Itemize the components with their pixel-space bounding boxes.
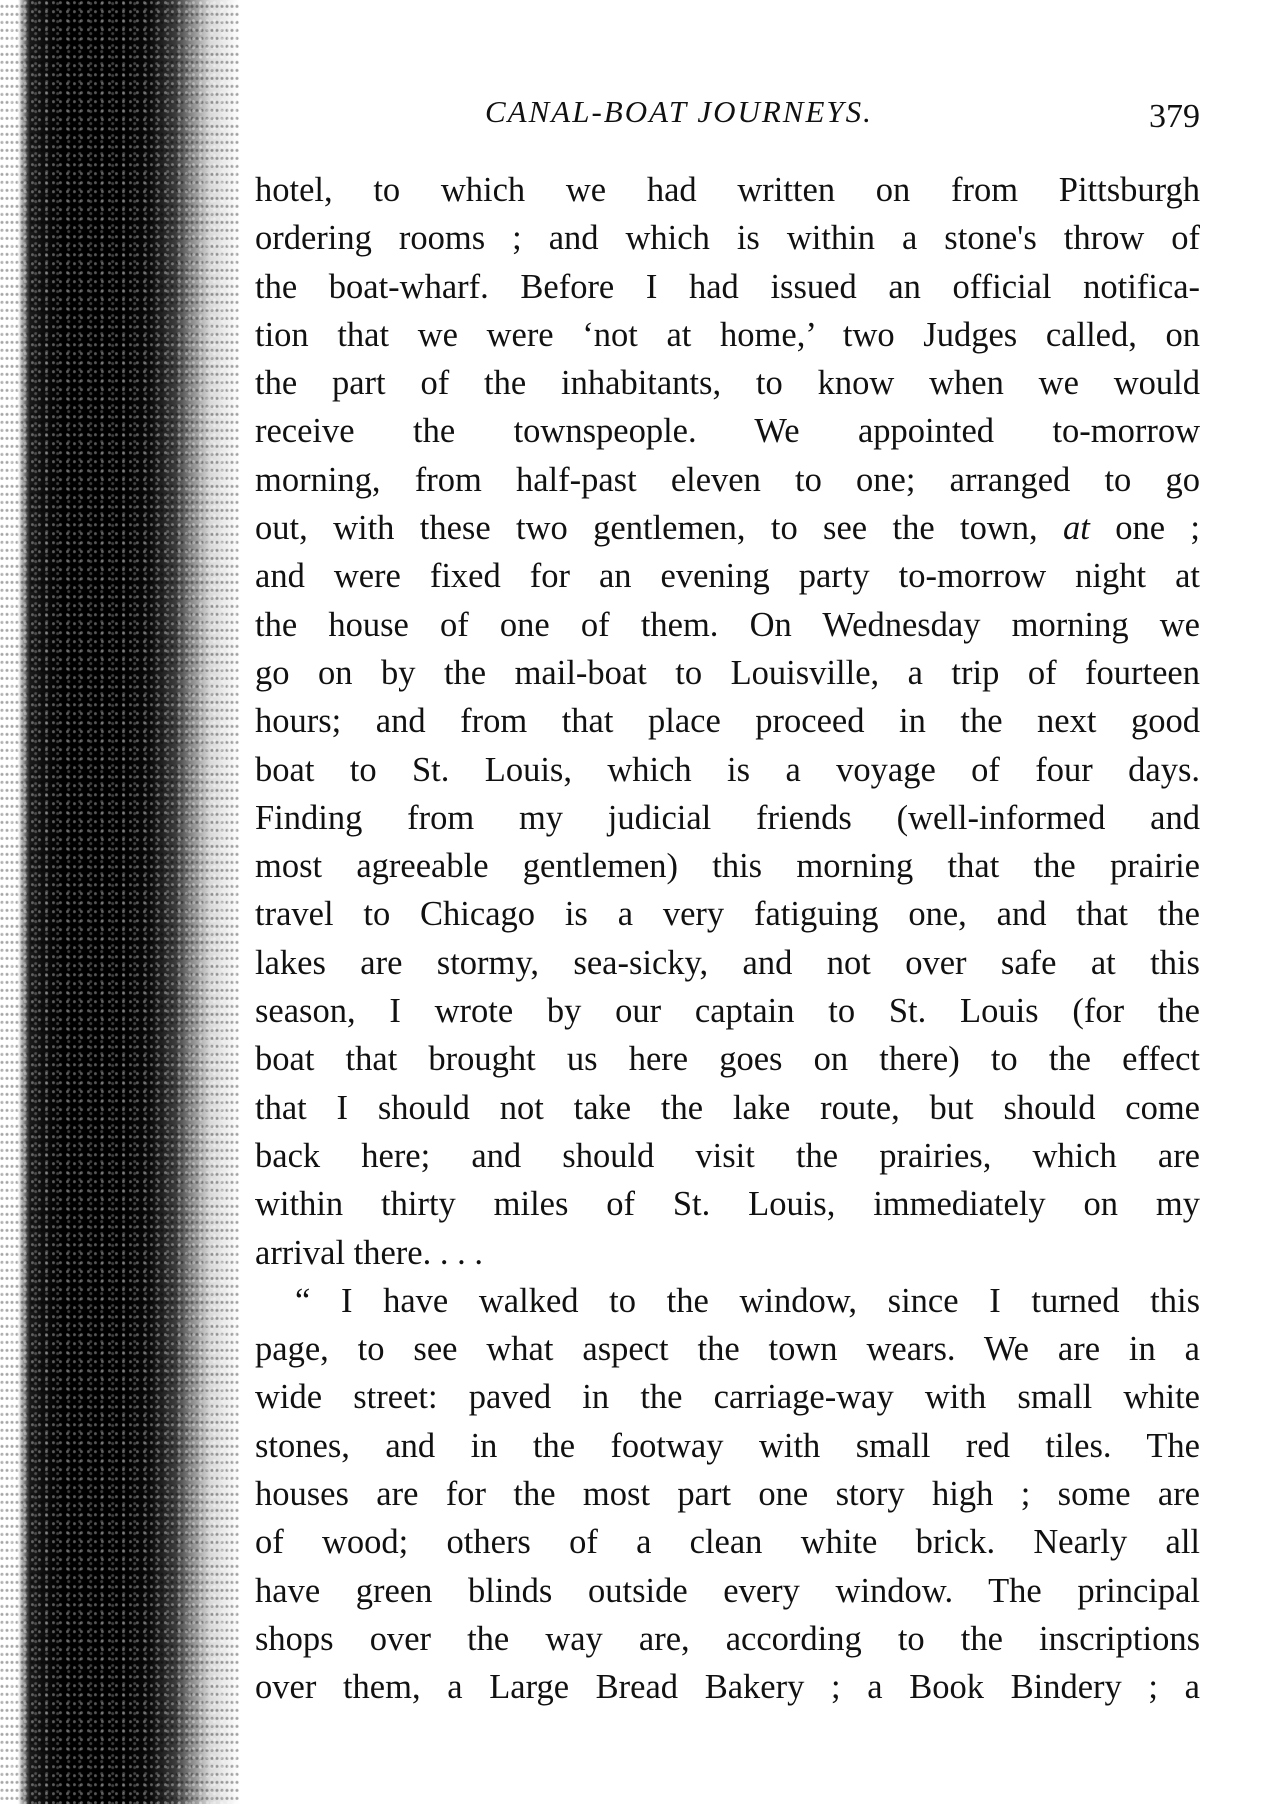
text-line: lakes are stormy, sea-sicky, and not over safe at this [255, 943, 1200, 982]
text-line: arrival there. . . . [255, 1233, 483, 1272]
book-binding-shadow [0, 0, 240, 1804]
text-line: the house of one of them. On Wednesday morning we [255, 605, 1200, 644]
running-head: CANAL-BOAT JOURNEYS. [485, 94, 873, 129]
text-line: tion that we were ‘not at home,’ two Judges called, on [255, 315, 1200, 354]
italic-word: at [1063, 509, 1090, 548]
page-number: 379 [1149, 98, 1200, 135]
text-line: within thirty miles of St. Louis, immediately on my [255, 1185, 1200, 1224]
page-body [255, 166, 1200, 1712]
text-line: boat to St. Louis, which is a voyage of four days. [255, 750, 1200, 789]
text-line: stones, and in the footway with small red tiles. The [255, 1426, 1200, 1465]
text-line: receive the townspeople. We appointed to-morrow [255, 412, 1200, 451]
text-line: have green blinds outside every window. The principal [255, 1571, 1200, 1610]
text-line: most agreeable gentlemen) this morning that the prairie [255, 847, 1200, 886]
text-line: houses are for the most part one story high ; some are [255, 1475, 1200, 1514]
text-line: back here; and should visit the prairies, which are [255, 1136, 1200, 1175]
text-line: of wood; others of a clean white brick. Nearly all [255, 1523, 1200, 1562]
text-line: ordering rooms ; and which is within a stone's throw of [255, 219, 1200, 258]
text-line: morning, from half-past eleven to one; arranged to go [255, 460, 1200, 499]
text-line: and were fixed for an evening party to-morrow night at [255, 557, 1200, 596]
text-line: Finding from my judicial friends (well-informed and [255, 798, 1200, 837]
text-line: hours; and from that place proceed in the next good [255, 702, 1200, 741]
text-line: season, I wrote by our captain to St. Louis (for the [255, 992, 1200, 1031]
text-line: “ I have walked to the window, since I turned this [295, 1281, 1200, 1320]
text-line: hotel, to which we had written on from Pittsburgh [255, 171, 1200, 209]
text-line: the part of the inhabitants, to know when we would [255, 364, 1200, 403]
text-line: wide street: paved in the carriage-way with small white [255, 1378, 1200, 1417]
text-line: shops over the way are, according to the inscriptions [255, 1619, 1200, 1658]
text-line: over them, a Large Bread Bakery ; a Book Bindery ; a [255, 1668, 1200, 1707]
text-line: that I should not take the lake route, but should come [255, 1088, 1200, 1127]
text-line: boat that brought us here goes on there) to the effect [255, 1040, 1200, 1079]
page-header [255, 84, 1200, 144]
text-line: out, with these two gentlemen, to see the town, at one ; [255, 509, 1200, 548]
text-line: page, to see what aspect the town wears. We are in a [255, 1330, 1200, 1369]
text-line: travel to Chicago is a very fatiguing one, and that the [255, 895, 1200, 934]
text-line: go on by the mail-boat to Louisville, a trip of fourteen [255, 653, 1200, 692]
text-line: the boat-wharf. Before I had issued an official notifica- [255, 267, 1200, 306]
